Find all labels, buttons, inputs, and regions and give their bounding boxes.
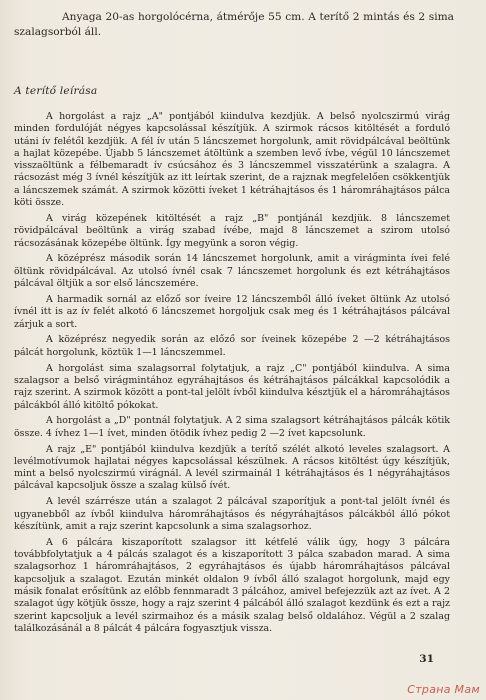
section-heading: A terítő leírása [14, 85, 98, 97]
paragraph: A rajz „E" pontjából kiindulva kezdjük a terítő szélét alkotó leveles szalagsort. A levélmotívumok hajlatai négyes kapcsolással készülnek. A rácsos kitöltést úgy készítjük, mint a belső nyolcszirmú virágnál. A levél szirmainál 1 kétráhajtásos és 1 négyráhajtásos pálcával kapcsoljuk össze a szalag külső ívét. [14, 443, 450, 492]
paragraph: A középrész második során 14 láncszemet horgolunk, amit a virágminta ívei felé öltünk rövidpálcával. Az utolsó ívnél csak 7 láncszemet horgolunk és ezt kétráhajtásos pálcával öltjük a sor első láncszemére. [14, 253, 450, 290]
paragraph: A középrész negyedik során az előző sor íveinek közepébe 2 —2 kétráhajtásos pálcát horgolunk, köztük 1—1 láncszemmel. [14, 334, 450, 358]
intro-paragraph: Anyaga 20-as horgolócérna, átmérője 55 cm. A terítő 2 mintás és 2 sima szalagsorból áll. [14, 11, 454, 38]
paragraph: A 6 pálcára kiszaporított szalagsor itt kétfelé válik úgy, hogy 3 pálcára továbbfolytatjuk a 4 pálcás szalagot és a kiszaporított 3 pálca szabadon marad. A sima szalagsorhoz 1 háromráhajtásos, 2 egyráhajtásos és újabb háromráhajtásos pálcával kapcsoljuk a szalagot. Ezután minkét oldalon 9 ívből álló szalagot horgolunk, majd egy másik fonalat erősítünk az előbb fennmaradt 3 pálcához, amivel befejezzük azt az ívet. A 2 szalagot úgy kötjük össze, hogy a rajz szerint 4 pálcából álló szalagot kezdünk és ezt a rajz szerint kapcsoljuk a levél szirmaihoz és a másik szalag belső oldalához. Végül a 2 szalag találkozásánál a 8 pálcát 4 pálcára fogyasztjuk vissza. [14, 536, 450, 634]
paragraph: A horgolást sima szalagsorral folytatjuk, a rajz „C" pontjából kiindulva. A sima szalagsor a belső virágmintához egyráhajtásos és kétráhajtásos pálcákkal kapcsolódik a rajz szerint. A szirmok között a pont-tal jelölt ívből kiindulva késztjük el a háromráhajtásos pálcákból álló kitöltő pókokat. [14, 362, 450, 411]
paragraph: A levél szárrésze után a szalagot 2 pálcával szaporítjuk a pont-tal jelölt ívnél és ugyanebből az ívből kiindulva háromráhajtásos és négyráhajtásos pálcákból álló pókot készítünk, amit a rajz szerint kapcsolunk a sima szalagsorhoz. [14, 496, 450, 532]
page-number: 31 [419, 653, 434, 665]
instructions-body [14, 111, 450, 639]
paragraph: A horgolást a rajz „A" pontjából kiindulva kezdjük. A belső nyolcszirmú virág minden fordulóját négyes kapcsolással készítjük. A szirmok rácsos kitöltését a forduló utáni ív felétől kezdjük. A fél ív után 5 láncszemet horgolunk, amit rövidpálcával beöltünk a hajlat közepébe. Újabb 5 láncszemet átöltünk a szemben levő ívbe, végül 10 láncszemet visszaöltünk a félbemaradt ív csúcsához és 3 láncszemmel visszatérünk a szalagra. A rácsozást még 3 ívnél készítjük az itt leírtak szerint, de a rajznak megfelelően csökkentjük a láncszemek számát. A szirmok közötti íveket 1 kétráhajtásos és 1 háromráhajtásos pálca köti össze. [14, 111, 450, 209]
paragraph: A harmadik sornál az előző sor íveire 12 láncszemből álló íveket öltünk Az utolsó ívnél itt is az ív felét alkotó 6 láncszemet horgoljuk csak meg és 1 kétráhajtásos pálcával zárjuk a sort. [14, 293, 450, 330]
intro-text [14, 10, 454, 40]
paragraph: A horgolást a „D" pontnál folytatjuk. A 2 sima szalagsort kétráhajtásos pálcák kötik össze. 4 ívhez 1—1 ívet, minden ötödik ívhez pedig 2 —2 ívet kapcsolunk. [14, 415, 450, 439]
paragraph: A virág közepének kitöltését a rajz „B" pontjánál kezdjük. 8 láncszemet rövidpálcával beöltünk a virág szabad ívébe, majd 8 láncszemet a szirom utolsó rácsozásának közepébe öltünk. Így megyünk a soron végig. [14, 212, 450, 249]
site-watermark: Страна Мам [407, 683, 480, 696]
